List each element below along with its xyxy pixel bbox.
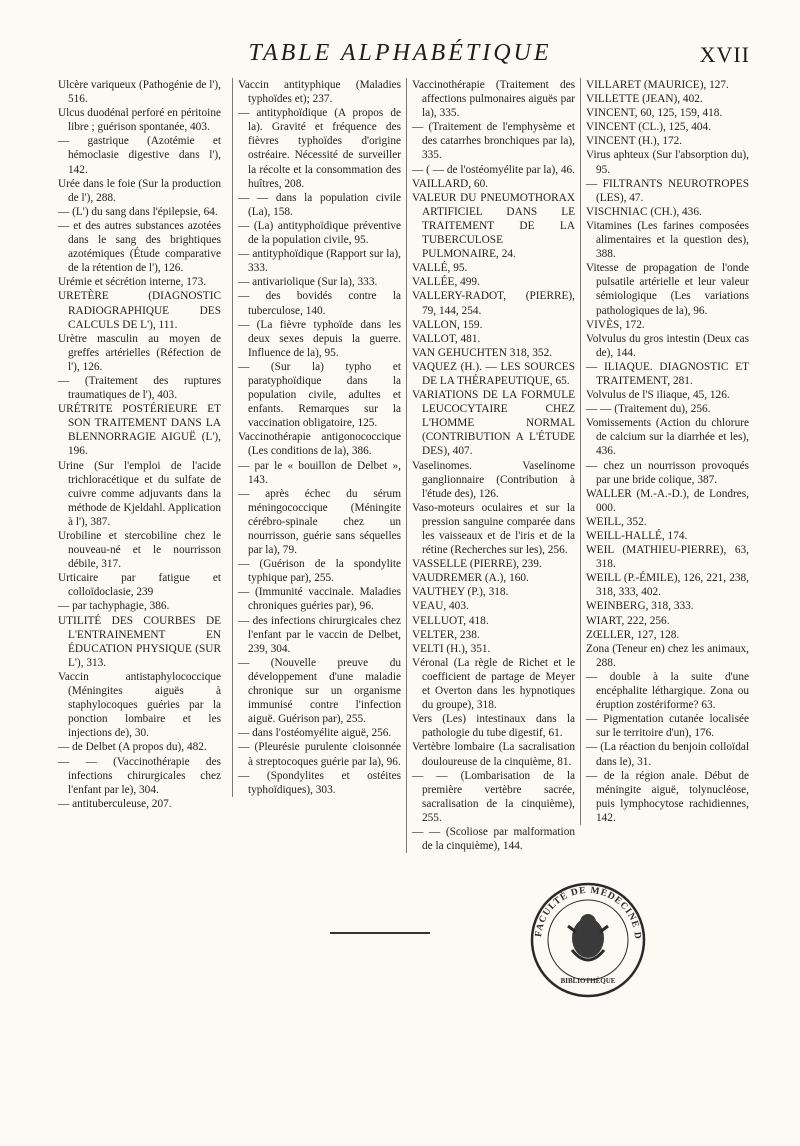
index-entry: — (Traitement de l'emphysème et des catarrhes bronchiques par la), 335. <box>412 121 575 162</box>
index-entry: WEIL (MATHIEU-PIERRE), 63, 318. <box>586 544 749 571</box>
index-entry: WALLER (M.-A.-D.), de Londres, 000. <box>586 487 749 514</box>
index-columns <box>58 78 748 858</box>
index-entry: Urètre masculin au moyen de greffes artérielles (Réfection de l'), 126. <box>58 332 221 373</box>
index-entry: — double à la suite d'une encéphalite léthargique. Zona ou éruption zostériforme? 63. <box>586 670 749 712</box>
index-column-2 <box>232 78 401 797</box>
stamp-text: FACULTÉ DE MÉDECINE D <box>534 885 643 941</box>
index-entry: ZŒLLER, 127, 128. <box>586 628 680 641</box>
index-entry: Vomissements (Action du chlorure de calcium sur la diarrhée et les), 436. <box>586 417 749 458</box>
index-entry: — — (Scoliose par malformation de la cinquième), 144. <box>412 825 575 853</box>
index-entry: VELTI (H.), 351. <box>412 642 491 655</box>
index-entry: — par le « bouillon de Delbet », 143. <box>238 459 401 486</box>
index-entry: — (La) antityphoïdique préventive de la population civile, 95. <box>238 219 401 247</box>
index-entry: VAUTHEY (P.), 318. <box>412 586 509 599</box>
index-entry: VELTER, 238. <box>412 628 480 641</box>
index-entry: — (Guérison de la spondylite typhique par), 255. <box>238 558 401 585</box>
stamp-subtext: BIBLIOTHÈQUE <box>560 977 616 985</box>
index-entry: Vertèbre lombaire (La sacralisation douloureuse de la cinquième, 81. <box>412 741 575 768</box>
index-entry: — de la région anale. Début de méningite aiguë, tolynucléose, puis lymphocytose rachidiennes, 142. <box>586 769 749 824</box>
index-entry: VARIATIONS DE LA FORMULE LEUCOCYTAIRE CHEZ L'HOMME NORMAL (CONTRIBUTION A L'ÉTUDE DES), 407. <box>412 389 575 458</box>
library-stamp <box>528 880 648 1000</box>
index-entry: — et des autres substances azotées dans le sang des brightiques azotémiques (Étude comparative de la rétention de l'), 126. <box>58 219 221 275</box>
index-entry: Vaccin antityphique (Maladies typhoïdes et); 237. <box>238 79 401 106</box>
end-rule <box>330 932 430 934</box>
index-entry: — antityphoïdique (Rapport sur la), 333. <box>238 248 401 275</box>
index-entry: — (Pleurésie purulente cloisonnée à streptocoques guérie par la), 96. <box>238 741 401 768</box>
index-entry: VALLERY-RADOT, (PIERRE), 79, 144, 254. <box>412 290 575 317</box>
index-column-1 <box>58 78 221 811</box>
index-entry: — ( — de l'ostéomyélite par la), 46. <box>412 163 575 176</box>
index-entry: VINCENT, 60, 125, 159, 418. <box>586 107 723 120</box>
index-entry: Urémie et sécrétion interne, 173. <box>58 276 207 289</box>
index-entry: WEILL, 352. <box>586 515 647 528</box>
index-entry: Ulcus duodénal perforé en péritoine libre ; guérison spontanée, 403. <box>58 107 221 134</box>
index-entry: Vitamines (Les farines composées alimentaires et la question des), 388. <box>586 219 749 261</box>
index-entry: — antituberculeuse, 207. <box>58 797 172 810</box>
index-entry: VELLUOT, 418. <box>412 614 489 627</box>
index-entry: — antityphoïdique (A propos de la). Gravité et fréquence des fièvres typhoïdes d'origine ostréaire. Nécessité de surveiller la récolte et la consommation des huîtres, 208. <box>238 107 401 190</box>
index-entry: — (La réaction du benjoin colloïdal dans le), 31. <box>586 741 749 768</box>
index-entry: — (Nouvelle preuve du développement d'une maladie chronique sur un organisme immunisé contre l'infection aiguë. Guérison par), 255. <box>238 656 401 726</box>
index-entry: VALLÉ, 95. <box>412 262 468 275</box>
index-entry: — dans l'ostéomyélite aiguë, 256. <box>238 727 392 740</box>
index-entry: Vitesse de propagation de l'onde pulsatile artérielle et leur valeur sémiologique (Les variations pathologiques de la), 96. <box>586 262 749 317</box>
index-entry: VAILLARD, 60. <box>412 177 489 190</box>
index-entry: — de Delbet (A propos du), 482. <box>58 741 207 754</box>
index-entry: URÉTRITE POSTÉRIEURE ET SON TRAITEMENT DANS LA BLENNORRAGIE AIGUË (L'), 196. <box>58 403 221 458</box>
page-number: XVII <box>699 42 750 67</box>
index-entry: VALLON, 159. <box>412 318 483 331</box>
index-entry: Urine (Sur l'emploi de l'acide trichloracétique et du sulfate de cuivre comme adjuvants dans la méthode de Kjeldahl. Application à l'), 387. <box>58 459 221 528</box>
index-entry: VALEUR DU PNEUMOTHORAX ARTIFICIEL DANS LE TRAITEMENT DE LA TUBERCULOSE PULMONAIRE, 24. <box>412 191 575 261</box>
index-entry: Urée dans le foie (Sur la production de l'), 288. <box>58 177 221 204</box>
index-entry: — (L') du sang dans l'épilepsie, 64. <box>58 205 218 218</box>
index-entry: — gastrique (Azotémie et hémoclasie digestive dans l'), 142. <box>58 135 221 176</box>
index-entry: — (La fièvre typhoïde dans les deux sexes depuis la guerre. Influence de la), 95. <box>238 318 401 359</box>
index-entry: Vaselinomes. Vaselinome ganglionnaire (Contribution à l'étude des), 126. <box>412 459 575 500</box>
index-entry: VEAU, 403. <box>412 600 469 613</box>
index-entry: VILLARET (MAURICE), 127. <box>586 79 729 91</box>
page-title: TABLE ALPHABÉTIQUE <box>248 40 552 66</box>
index-entry: Vaccinothérapie (Traitement des affections pulmonaires aiguës par la), 335. <box>412 79 575 120</box>
index-entry: — des infections chirurgicales chez l'enfant par le vaccin de Delbet, 239, 304. <box>238 614 401 655</box>
index-entry: — — (Lombarisation de la première vertèbre sacrée, sacralisation de la cinquième), 255. <box>412 769 575 824</box>
index-entry: Vers (Les) intestinaux dans la pathologie du tube digestif, 61. <box>412 713 575 740</box>
index-entry: Ulcère variqueux (Pathogénie de l'), 516. <box>58 79 221 106</box>
index-entry: Virus aphteux (Sur l'absorption du), 95. <box>586 149 749 176</box>
index-entry: Véronal (La règle de Richet et le coefficient de partage de Meyer et Overton dans les hypnotiques du groupe), 318. <box>412 656 575 712</box>
index-entry: — après échec du sérum méningococcique (Méningite cérébro-spinale chez un nourrisson, guérie sans séquelles par la), 79. <box>238 487 401 557</box>
index-entry: — chez un nourrisson provoqués par une bride colique, 387. <box>586 459 749 486</box>
index-column-3 <box>406 78 575 853</box>
index-entry: VASSELLE (PIERRE), 239. <box>412 558 542 571</box>
index-entry: Urobiline et stercobiline chez le nouveau-né et le nourrisson débile, 317. <box>58 530 221 571</box>
index-entry: — (Traitement des ruptures traumatiques de l'), 403. <box>58 374 221 402</box>
index-entry: Zona (Teneur en) chez les animaux, 288. <box>586 642 749 669</box>
index-entry: VAUDREMER (A.), 160. <box>412 572 529 585</box>
index-entry: WIART, 222, 256. <box>586 614 670 627</box>
index-entry: Volvulus de l'S iliaque, 45, 126. <box>586 389 730 402</box>
index-entry: Vaccinothérapie antigonococcique (Les conditions de la), 386. <box>238 431 401 458</box>
index-entry: VIVÈS, 172. <box>586 318 645 331</box>
index-entry: VINCENT (CL.), 125, 404. <box>586 121 711 134</box>
index-entry: — — (Vaccinothérapie des infections chirurgicales chez l'enfant par le), 304. <box>58 755 221 796</box>
index-entry: Volvulus du gros intestin (Deux cas de), 144. <box>586 332 749 359</box>
index-column-4 <box>580 78 749 825</box>
index-entry: VALLÉE, 499. <box>412 276 480 289</box>
index-entry: Urticaire par fatigue et colloïdoclasie, 239 <box>58 572 221 599</box>
page-header <box>0 38 800 72</box>
faculty-seal-icon <box>528 880 648 1000</box>
index-entry: UTILITÉ DES COURBES DE L'ENTRAINEMENT EN ÉDUCATION PHYSIQUE (SUR L'), 313. <box>58 614 221 669</box>
index-entry: WEILL-HALLÉ, 174. <box>586 530 688 542</box>
index-entry: — des bovidés contre la tuberculose, 140. <box>238 290 401 317</box>
index-entry: VILLETTE (JEAN), 402. <box>586 93 703 106</box>
index-entry: — (Sur la) typho et paratyphoïdique dans la population civile, adultes et enfants. Remarques sur la vaccination obligatoire, 125. <box>238 360 401 430</box>
index-entry: — — dans la population civile (La), 158. <box>238 191 401 218</box>
index-entry: WEILL (P.-ÉMILE), 126, 221, 238, 318, 333, 402. <box>586 572 749 599</box>
index-entry: — (Immunité vaccinale. Maladies chroniques guéries par), 96. <box>238 586 401 613</box>
index-entry: VINCENT (H.), 172. <box>586 135 683 148</box>
index-entry: URETÈRE (DIAGNOSTIC RADIOGRAPHIQUE DES CALCULS DE L'), 111. <box>58 290 221 331</box>
index-entry: VAN GEHUCHTEN 318, 352. <box>412 346 553 359</box>
index-entry: Vaso-moteurs oculaires et sur la pression sanguine comparée dans les vaisseaux et de l'iris et de la rétine (Recherches sur les), 256. <box>412 501 575 557</box>
index-entry: — (Spondylites et ostéites typhoïdiques), 303. <box>238 769 401 796</box>
index-entry: WEINBERG, 318, 333. <box>586 600 694 613</box>
index-entry: — par tachyphagie, 386. <box>58 600 170 613</box>
index-entry: — FILTRANTS NEUROTROPES (LES), 47. <box>586 177 749 204</box>
index-entry: Vaccin antistaphylococcique (Méningites aiguës à staphylocoques guéries par la ponction lombaire et les injections de), 30. <box>58 670 221 740</box>
index-entry: — ILIAQUE. DIAGNOSTIC ET TRAITEMENT, 281. <box>586 360 749 387</box>
index-entry: VAQUEZ (H.). — LES SOURCES DE LA THÉRAPEUTIQUE, 65. <box>412 360 575 387</box>
index-entry: — — (Traitement du), 256. <box>586 403 711 416</box>
index-entry: — antivariolique (Sur la), 333. <box>238 276 378 289</box>
index-entry: VISCHNIAC (CH.), 436. <box>586 205 702 218</box>
index-entry: — Pigmentation cutanée localisée sur le territoire d'un), 176. <box>586 713 749 740</box>
index-entry: VALLOT, 481. <box>412 332 481 345</box>
